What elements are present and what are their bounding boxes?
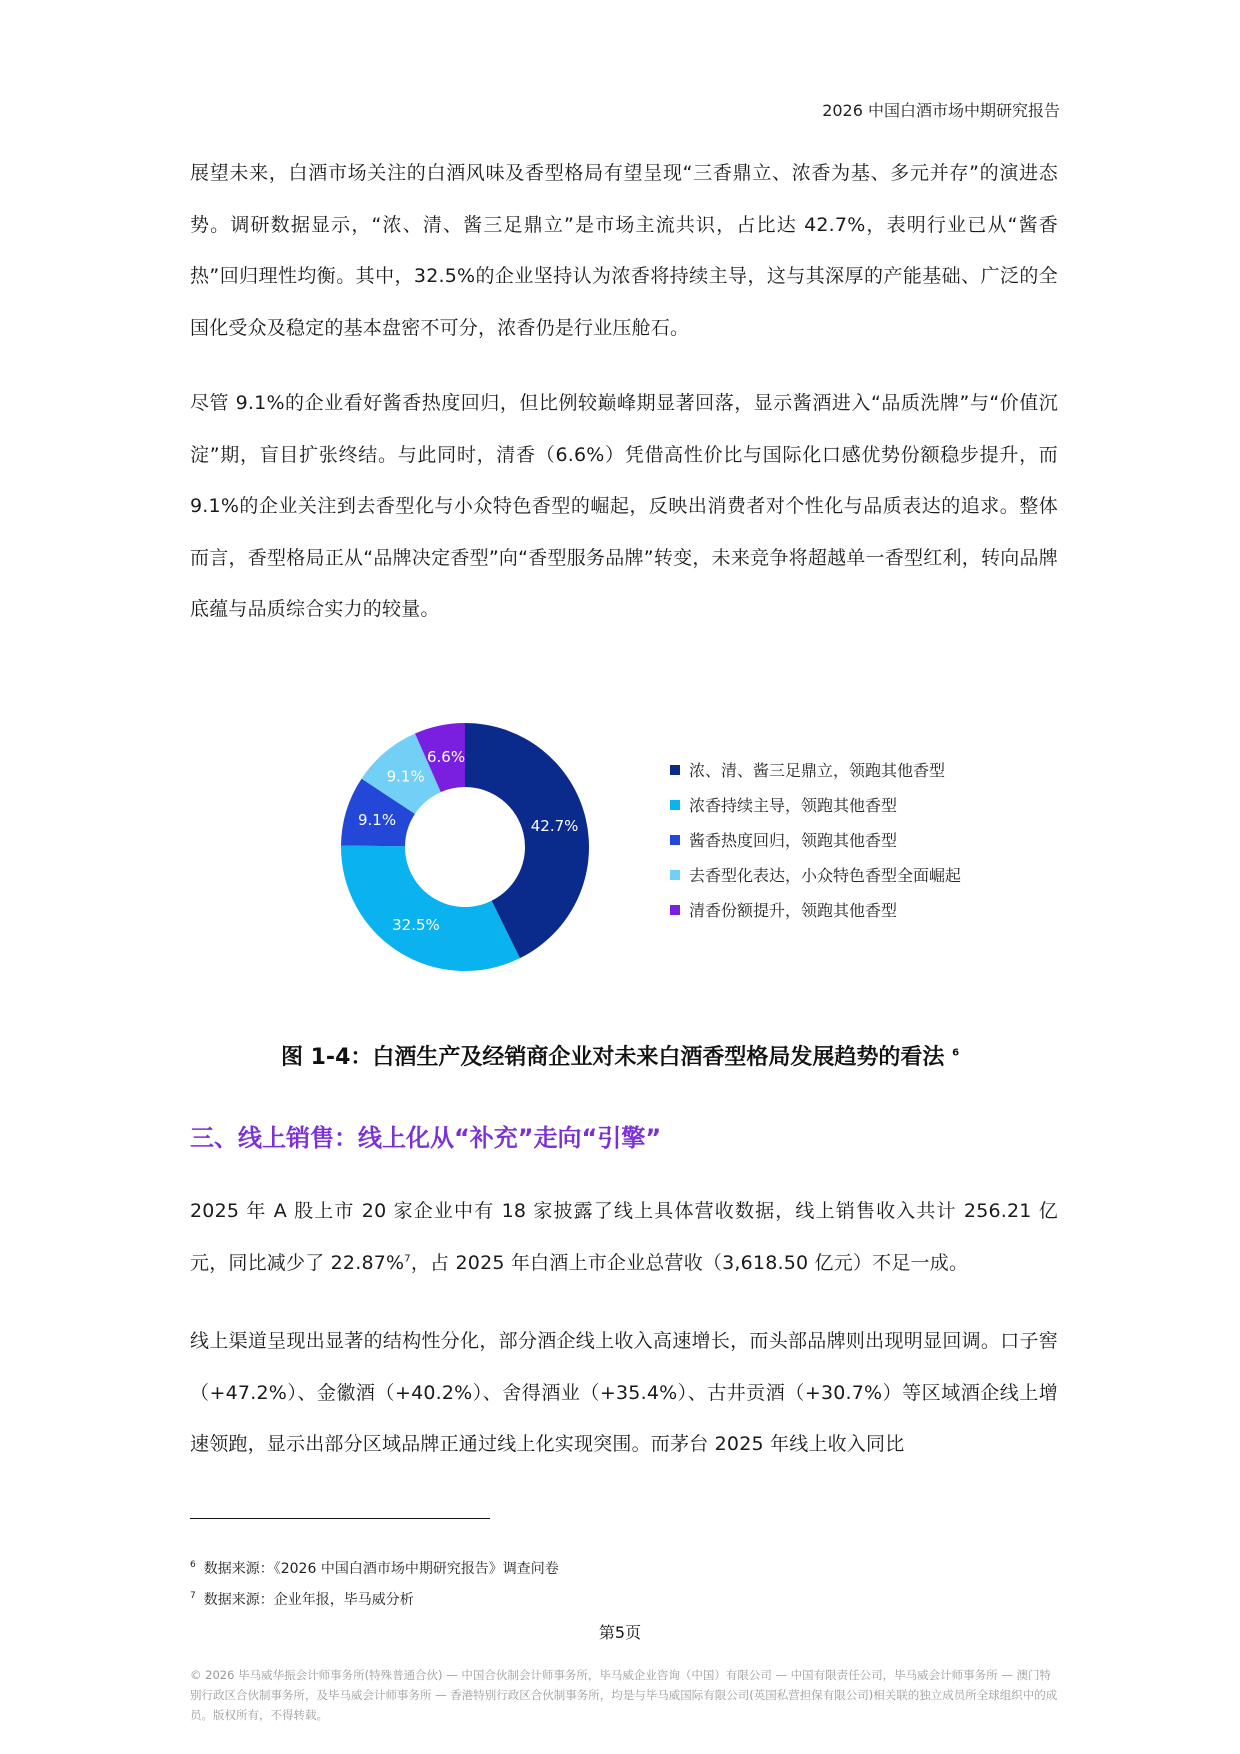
footnote-number: 6	[190, 1560, 196, 1571]
footnote-6	[190, 1558, 559, 1578]
body-paragraph-2: 尽管 9.1%的企业看好酱香热度回归，但比例较巅峰期显著回落，显示酱酒进入“品质洗牌”与“价值沉淀”期，盲目扩张终结。与此同时，清香（6.6%）凭借高性价比与国际化口感优势份额稳步提升，而 9.1%的企业关注到去香型化与小众特色香型的崛起，反映出消费者对个性化与品质表达的追求。整体而言，香型格局正从“品牌决定香型”向“香型服务品牌”转变，未来竞争将超越单一香型红利，转向品牌底蕴与品质综合实力的较量。	[190, 392, 1058, 620]
body-paragraph-1: 展望未来，白酒市场关注的白酒风味及香型格局有望呈现“三香鼎立、浓香为基、多元并存”的演进态势。调研数据显示，“浓、清、酱三足鼎立”是市场主流共识，占比达 42.7%，表明行业已从“酱香热”回归理性均衡。其中，32.5%的企业坚持认为浓香将持续主导，这与其深厚的产能基础、广泛的全国化受众及稳定的基本盘密不可分，浓香仍是行业压舱石。	[190, 162, 1058, 339]
body-paragraph-4: 线上渠道呈现出显著的结构性分化，部分酒企线上收入高速增长，而头部品牌则出现明显回调。口子窖（+47.2%）、金徽酒（+40.2%）、舍得酒业（+35.4%）、古井贡酒（+30.7%）等区域酒企线上增速领跑，显示出部分区域品牌正通过线上化实现突围。而茅台 2025 年线上收入同比	[190, 1330, 1058, 1455]
report-header-title: 2026 中国白酒市场中期研究报告	[822, 101, 1060, 120]
donut-slice-label: 9.1%	[386, 767, 425, 786]
chart-legend	[670, 752, 961, 927]
footnote-number: 7	[190, 1591, 196, 1602]
legend-item	[670, 787, 961, 822]
legend-item	[670, 892, 961, 927]
legend-swatch	[670, 800, 680, 810]
paragraph-3-text-a: 2025 年 A 股上市 20 家企业中有 18 家披露了线上具体营收数据，线上销售收入共计 256.21 亿元，同比减少了 22.87%	[190, 1200, 1058, 1274]
legend-item	[670, 822, 961, 857]
legend-swatch	[670, 870, 680, 880]
donut-slice-label: 42.7%	[530, 817, 579, 836]
figure-caption-footnote-ref: 6	[952, 1047, 960, 1059]
copyright-notice: © 2026 毕马威华振会计师事务所(特殊普通合伙) — 中国合伙制会计师事务所，毕马威企业咨询（中国）有限公司 — 中国有限责任公司，毕马威会计师事务所 — 澳门特别行政区合伙制事务所，及毕马威会计师事务所 — 香港特别行政区合伙制事务所，均是与毕马威国际有限公司(英国私营担保有限公司)相关联的独立成员所全球组织中的成员。版权所有，不得转载。	[190, 1668, 1058, 1722]
legend-item	[670, 857, 961, 892]
section-heading: 三、线上销售：线上化从“补充”走向“引擎”	[190, 1124, 662, 1152]
donut-slice	[341, 845, 520, 971]
donut-chart	[330, 712, 600, 982]
legend-label: 去香型化表达，小众特色香型全面崛起	[689, 866, 962, 885]
paragraph-3-text-b: ，占 2025 年白酒上市企业总营收（3,618.50 亿元）不足一成。	[410, 1251, 969, 1274]
body-paragraph-3	[190, 1186, 1058, 1289]
footnote-ref-7: 7	[404, 1253, 411, 1265]
figure-caption-text: 图 1-4：白酒生产及经销商企业对未来白酒香型格局发展趋势的看法	[280, 1045, 945, 1070]
legend-item	[670, 752, 961, 787]
donut-slice-label: 6.6%	[427, 747, 466, 766]
footnote-7	[190, 1589, 414, 1609]
legend-swatch	[670, 905, 680, 915]
legend-label: 清香份额提升，领跑其他香型	[689, 901, 898, 920]
footnote-text: 数据来源：企业年报，毕马威分析	[203, 1592, 414, 1608]
donut-slice-label: 32.5%	[392, 915, 440, 934]
legend-label: 酱香热度回归，领跑其他香型	[689, 831, 898, 850]
legend-label: 浓香持续主导，领跑其他香型	[689, 796, 898, 815]
figure-caption	[0, 1040, 1240, 1071]
donut-slice-label: 9.1%	[358, 810, 397, 829]
donut-chart-svg	[330, 712, 600, 982]
footnote-divider	[190, 1518, 490, 1519]
page-number: 第5页	[598, 1623, 642, 1642]
legend-swatch	[670, 765, 680, 775]
legend-swatch	[670, 835, 680, 845]
footnote-text: 数据来源：《2026 中国白酒市场中期研究报告》调查问卷	[203, 1561, 559, 1577]
legend-label: 浓、清、酱三足鼎立，领跑其他香型	[689, 761, 946, 780]
